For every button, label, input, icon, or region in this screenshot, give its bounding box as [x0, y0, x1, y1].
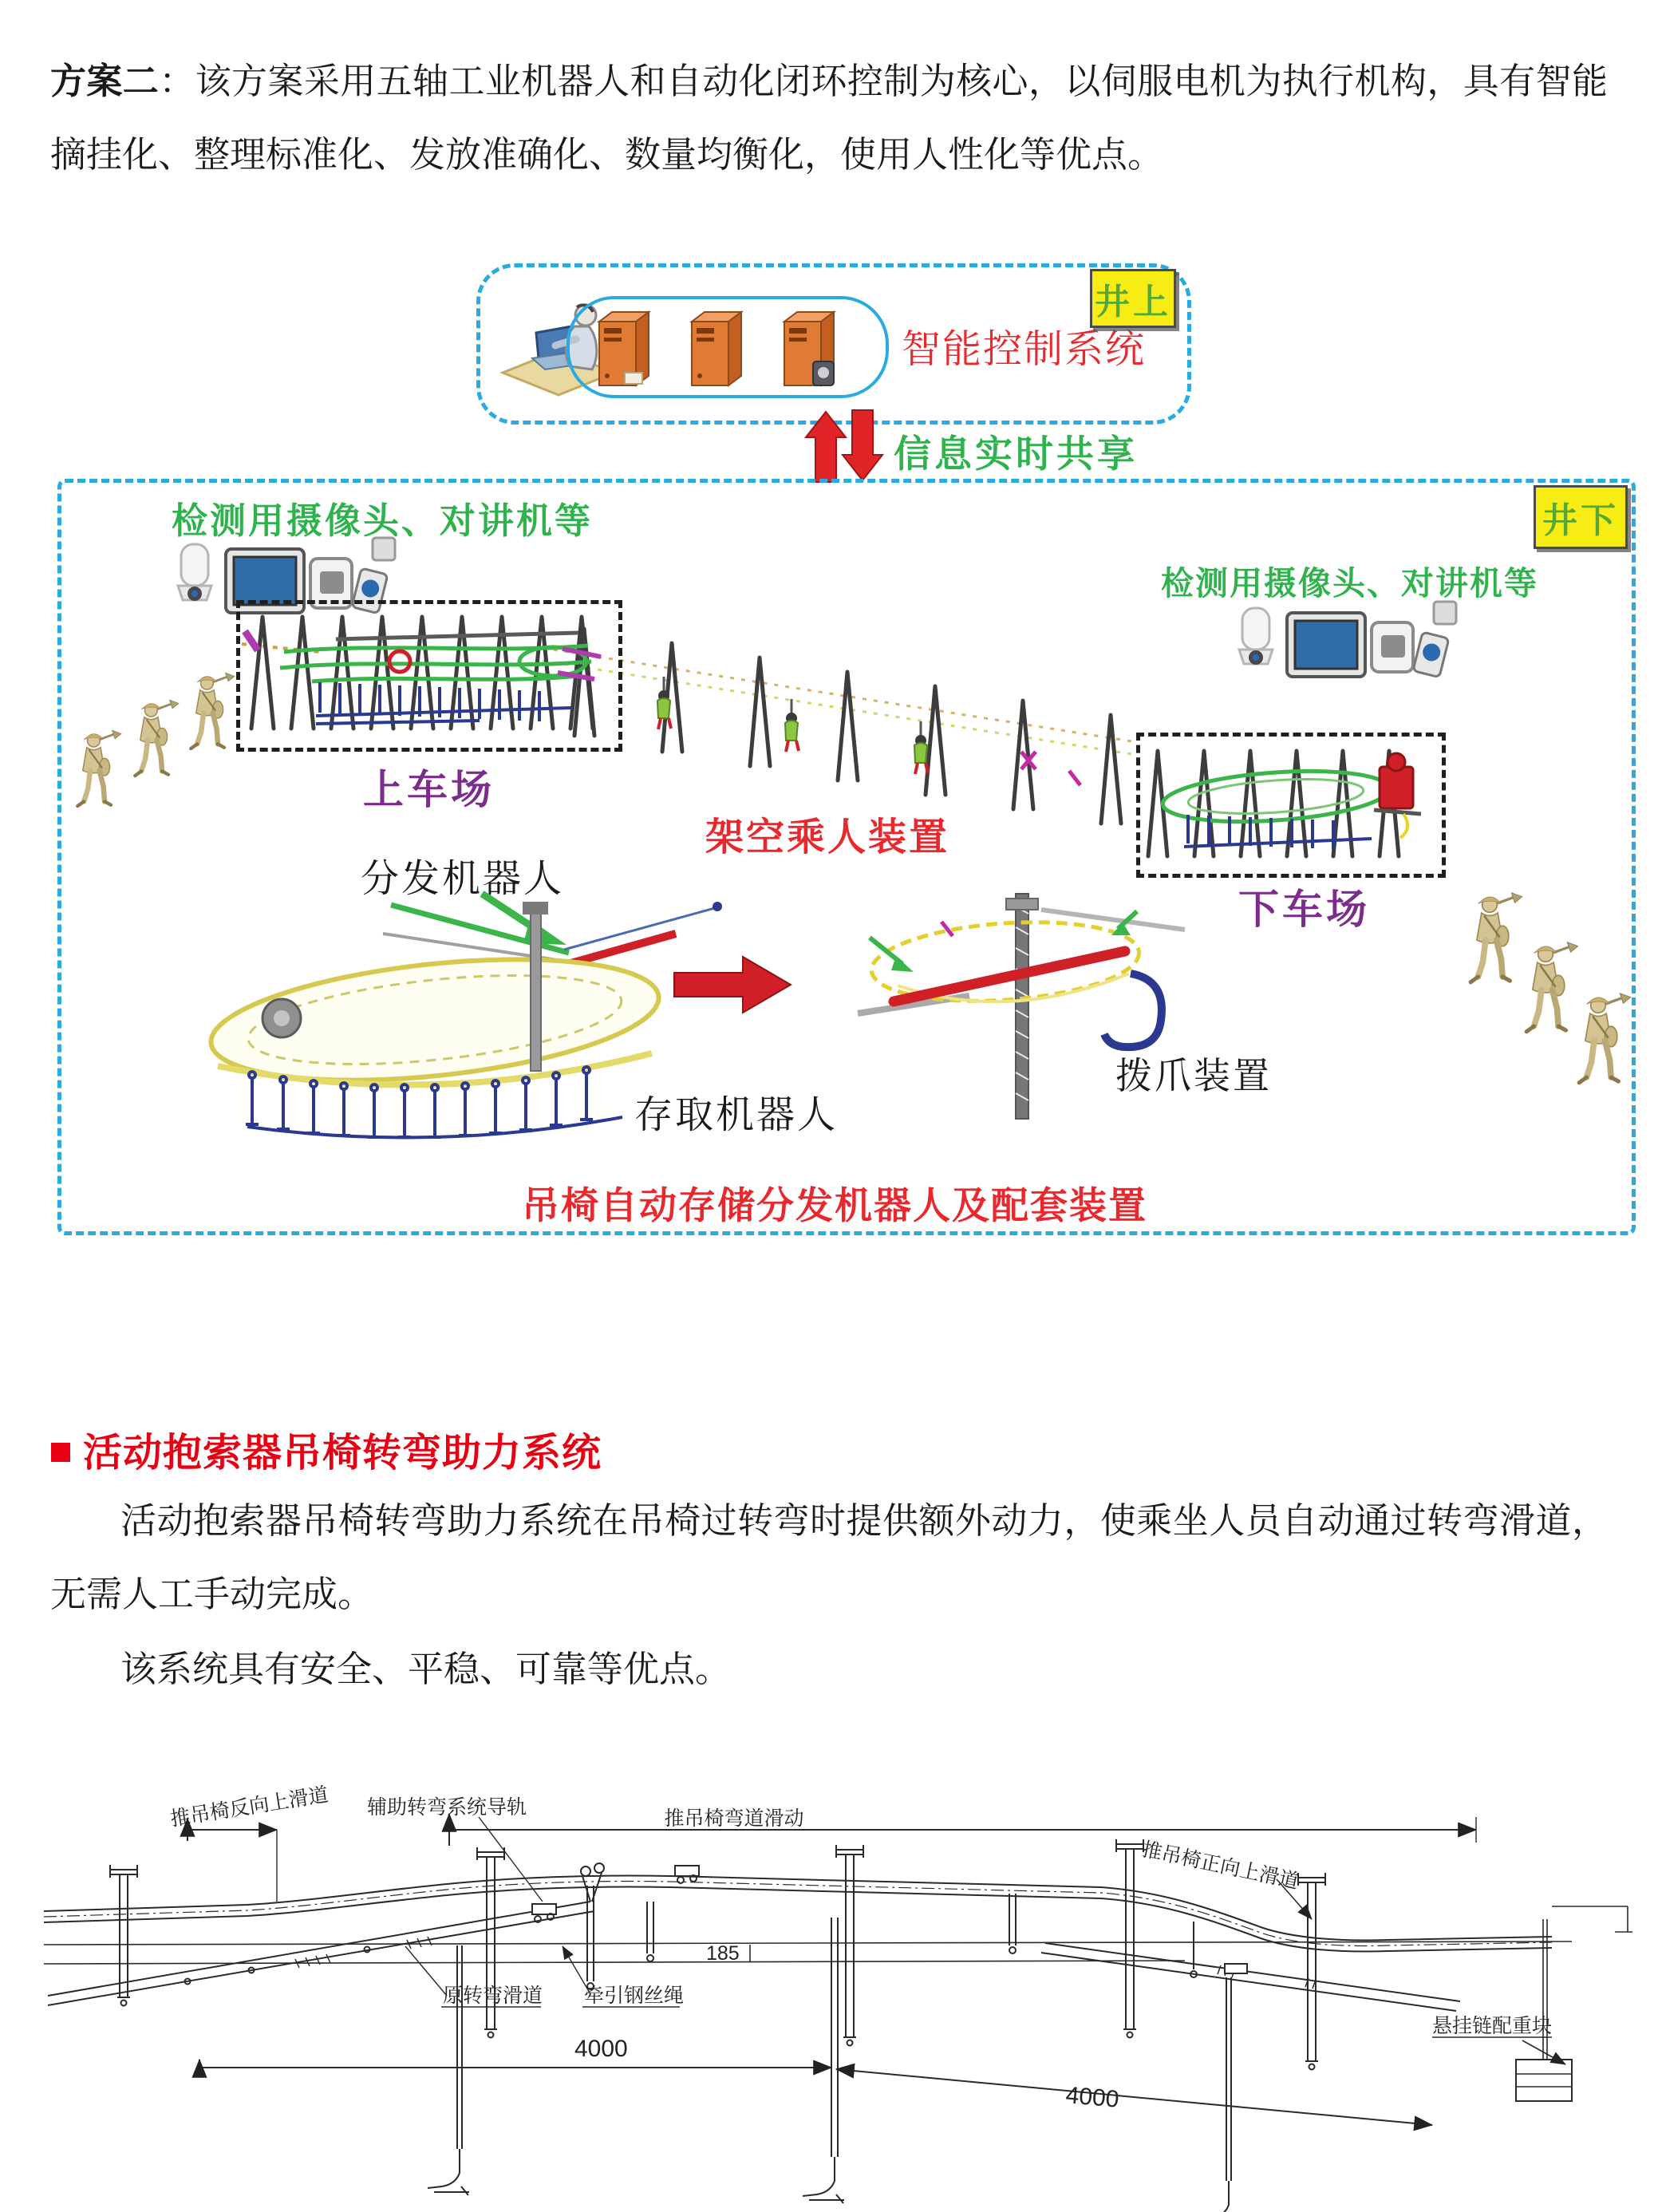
storage-robot-label: 存取机器人	[634, 1094, 839, 1136]
boarding-station-machinery	[240, 604, 610, 740]
paw-device-label: 拨爪装置	[1115, 1055, 1272, 1096]
cad-label-original-curve-slide: 原转弯滑道	[443, 1985, 543, 2007]
cad-label-reverse-up-slide: 推吊椅反向上滑道	[168, 1783, 330, 1831]
alighting-station-machinery	[1140, 737, 1434, 866]
cad-curve-assist-drawing	[32, 1783, 1636, 2212]
aerial-device-label: 架空乘人装置	[705, 816, 950, 859]
control-system-label: 智能控制系统	[902, 328, 1147, 371]
server-icon	[784, 312, 834, 385]
server-cluster-box	[566, 296, 889, 398]
cad-label-curve-slide: 推吊椅弯道滑动	[664, 1807, 804, 1830]
alighting-station-box	[1136, 733, 1446, 878]
server-icon	[599, 312, 649, 385]
boarding-station-box	[236, 600, 622, 752]
miners-walking-right	[1428, 892, 1628, 1132]
intro-lead: 方案二	[50, 61, 160, 101]
cad-dim-4000-right: 4000	[1064, 2082, 1120, 2113]
section-paragraph-1: 活动抱索器吊椅转弯助力系统在吊椅过转弯时提供额外动力，使乘坐人员自动通过转弯滑道，无需人工手动完成。	[50, 1500, 1608, 1614]
intro-paragraph	[50, 45, 1608, 192]
intro-text: ：该方案采用五轴工业机器人和自动化闭环控制为核心，以伺服电机为执行机构，具有智能摘挂化、整理标准化、发放准确化、数量均衡化，使用人性化等优点。	[50, 61, 1608, 175]
server-icons	[596, 306, 859, 389]
cad-label-traction-rope: 牵引钢丝绳	[584, 1985, 685, 2007]
dispatch-robot-label: 分发机器人	[361, 858, 565, 900]
section-heading	[48, 1422, 602, 1478]
flow-arrow-icon	[674, 954, 794, 1016]
storage-system-caption: 吊椅自动存储分发机器人及配套装置	[522, 1184, 1147, 1226]
surface-tag: 井上	[1090, 269, 1176, 328]
camera-intercom-icons-right	[1233, 600, 1460, 680]
data-exchange-arrows-icon	[804, 409, 889, 482]
server-icon	[692, 312, 741, 385]
section-heading-text: 活动抱索器吊椅转弯助力系统	[83, 1432, 602, 1475]
heading-bullet-square	[51, 1443, 70, 1462]
cad-label-weight-block: 悬挂链配重块	[1432, 2015, 1553, 2037]
monitor-equipment-label-left: 检测用摄像头、对讲机等	[172, 500, 594, 541]
monitor-equipment-label-right: 检测用摄像头、对讲机等	[1161, 565, 1538, 602]
boarding-station-label: 上车场	[363, 767, 495, 812]
alighting-station-label: 下车场	[1238, 887, 1371, 932]
surface-control-box	[476, 263, 1191, 425]
cad-dim-4000-left: 4000	[574, 2036, 628, 2062]
cad-label-forward-up-slide: 推吊椅正向上滑道	[1139, 1838, 1301, 1894]
cad-label-aux-rail: 辅助转弯系统导轨	[367, 1796, 527, 1819]
underground-tag: 井下	[1534, 485, 1628, 549]
section-paragraph-2: 该系统具有安全、平稳、可靠等优点。	[120, 1649, 732, 1689]
info-share-label: 信息实时共享	[894, 433, 1138, 475]
cad-dim-185: 185	[706, 1942, 740, 1965]
